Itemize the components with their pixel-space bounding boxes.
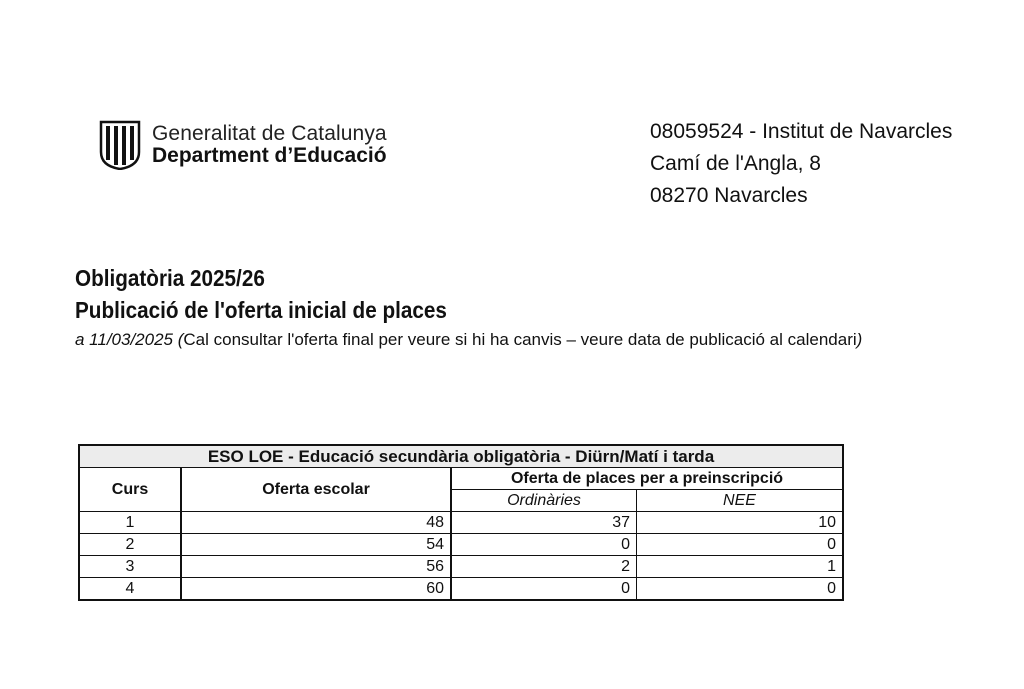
table-row [79, 534, 843, 556]
cell-curs: 3 [79, 556, 181, 578]
cell-nee: 0 [637, 578, 844, 601]
cell-ordinaries: 2 [451, 556, 637, 578]
cell-curs: 4 [79, 578, 181, 601]
table-row [79, 578, 843, 601]
org-line-2: Department d’Educació [152, 144, 387, 167]
publication-note-close: ) [856, 330, 863, 349]
school-name: 08059524 - Institut de Navarcles [650, 120, 953, 143]
column-header-oferta: Oferta escolar [181, 468, 451, 512]
table-row [79, 556, 843, 578]
publication-note [75, 328, 862, 352]
institution-logo [98, 120, 387, 170]
publication-date: a 11/03/2025 ( [75, 330, 184, 349]
generalitat-coat-of-arms-icon [98, 120, 142, 170]
cell-curs: 2 [79, 534, 181, 556]
cell-nee: 10 [637, 512, 844, 534]
document-title: Obligatòria 2025/26 [75, 265, 265, 291]
column-header-curs: Curs [79, 468, 181, 512]
school-city: 08270 Navarcles [650, 184, 808, 207]
publication-note-text: Cal consultar l'oferta final per veure si hi ha canvis – veure data de publicació al calendari [183, 330, 857, 349]
institution-name [152, 123, 387, 167]
school-street: Camí de l'Angla, 8 [650, 152, 821, 175]
cell-oferta: 56 [181, 556, 451, 578]
cell-ordinaries: 0 [451, 578, 637, 601]
cell-oferta: 48 [181, 512, 451, 534]
school-address [650, 116, 952, 212]
column-header-ordinaries: Ordinàries [451, 490, 637, 512]
cell-ordinaries: 37 [451, 512, 637, 534]
cell-curs: 1 [79, 512, 181, 534]
cell-nee: 1 [637, 556, 844, 578]
table-row [79, 512, 843, 534]
org-line-1: Generalitat de Catalunya [152, 122, 387, 145]
document-headings [75, 262, 862, 352]
document-subtitle: Publicació de l'oferta inicial de places [75, 297, 447, 323]
cell-oferta: 60 [181, 578, 451, 601]
cell-oferta: 54 [181, 534, 451, 556]
cell-ordinaries: 0 [451, 534, 637, 556]
cell-nee: 0 [637, 534, 844, 556]
places-offer-table [78, 444, 844, 601]
table-caption: ESO LOE - Educació secundària obligatòria - Diürn/Matí i tarda [79, 445, 843, 468]
column-header-group: Oferta de places per a preinscripció [451, 468, 843, 490]
column-header-nee: NEE [637, 490, 844, 512]
